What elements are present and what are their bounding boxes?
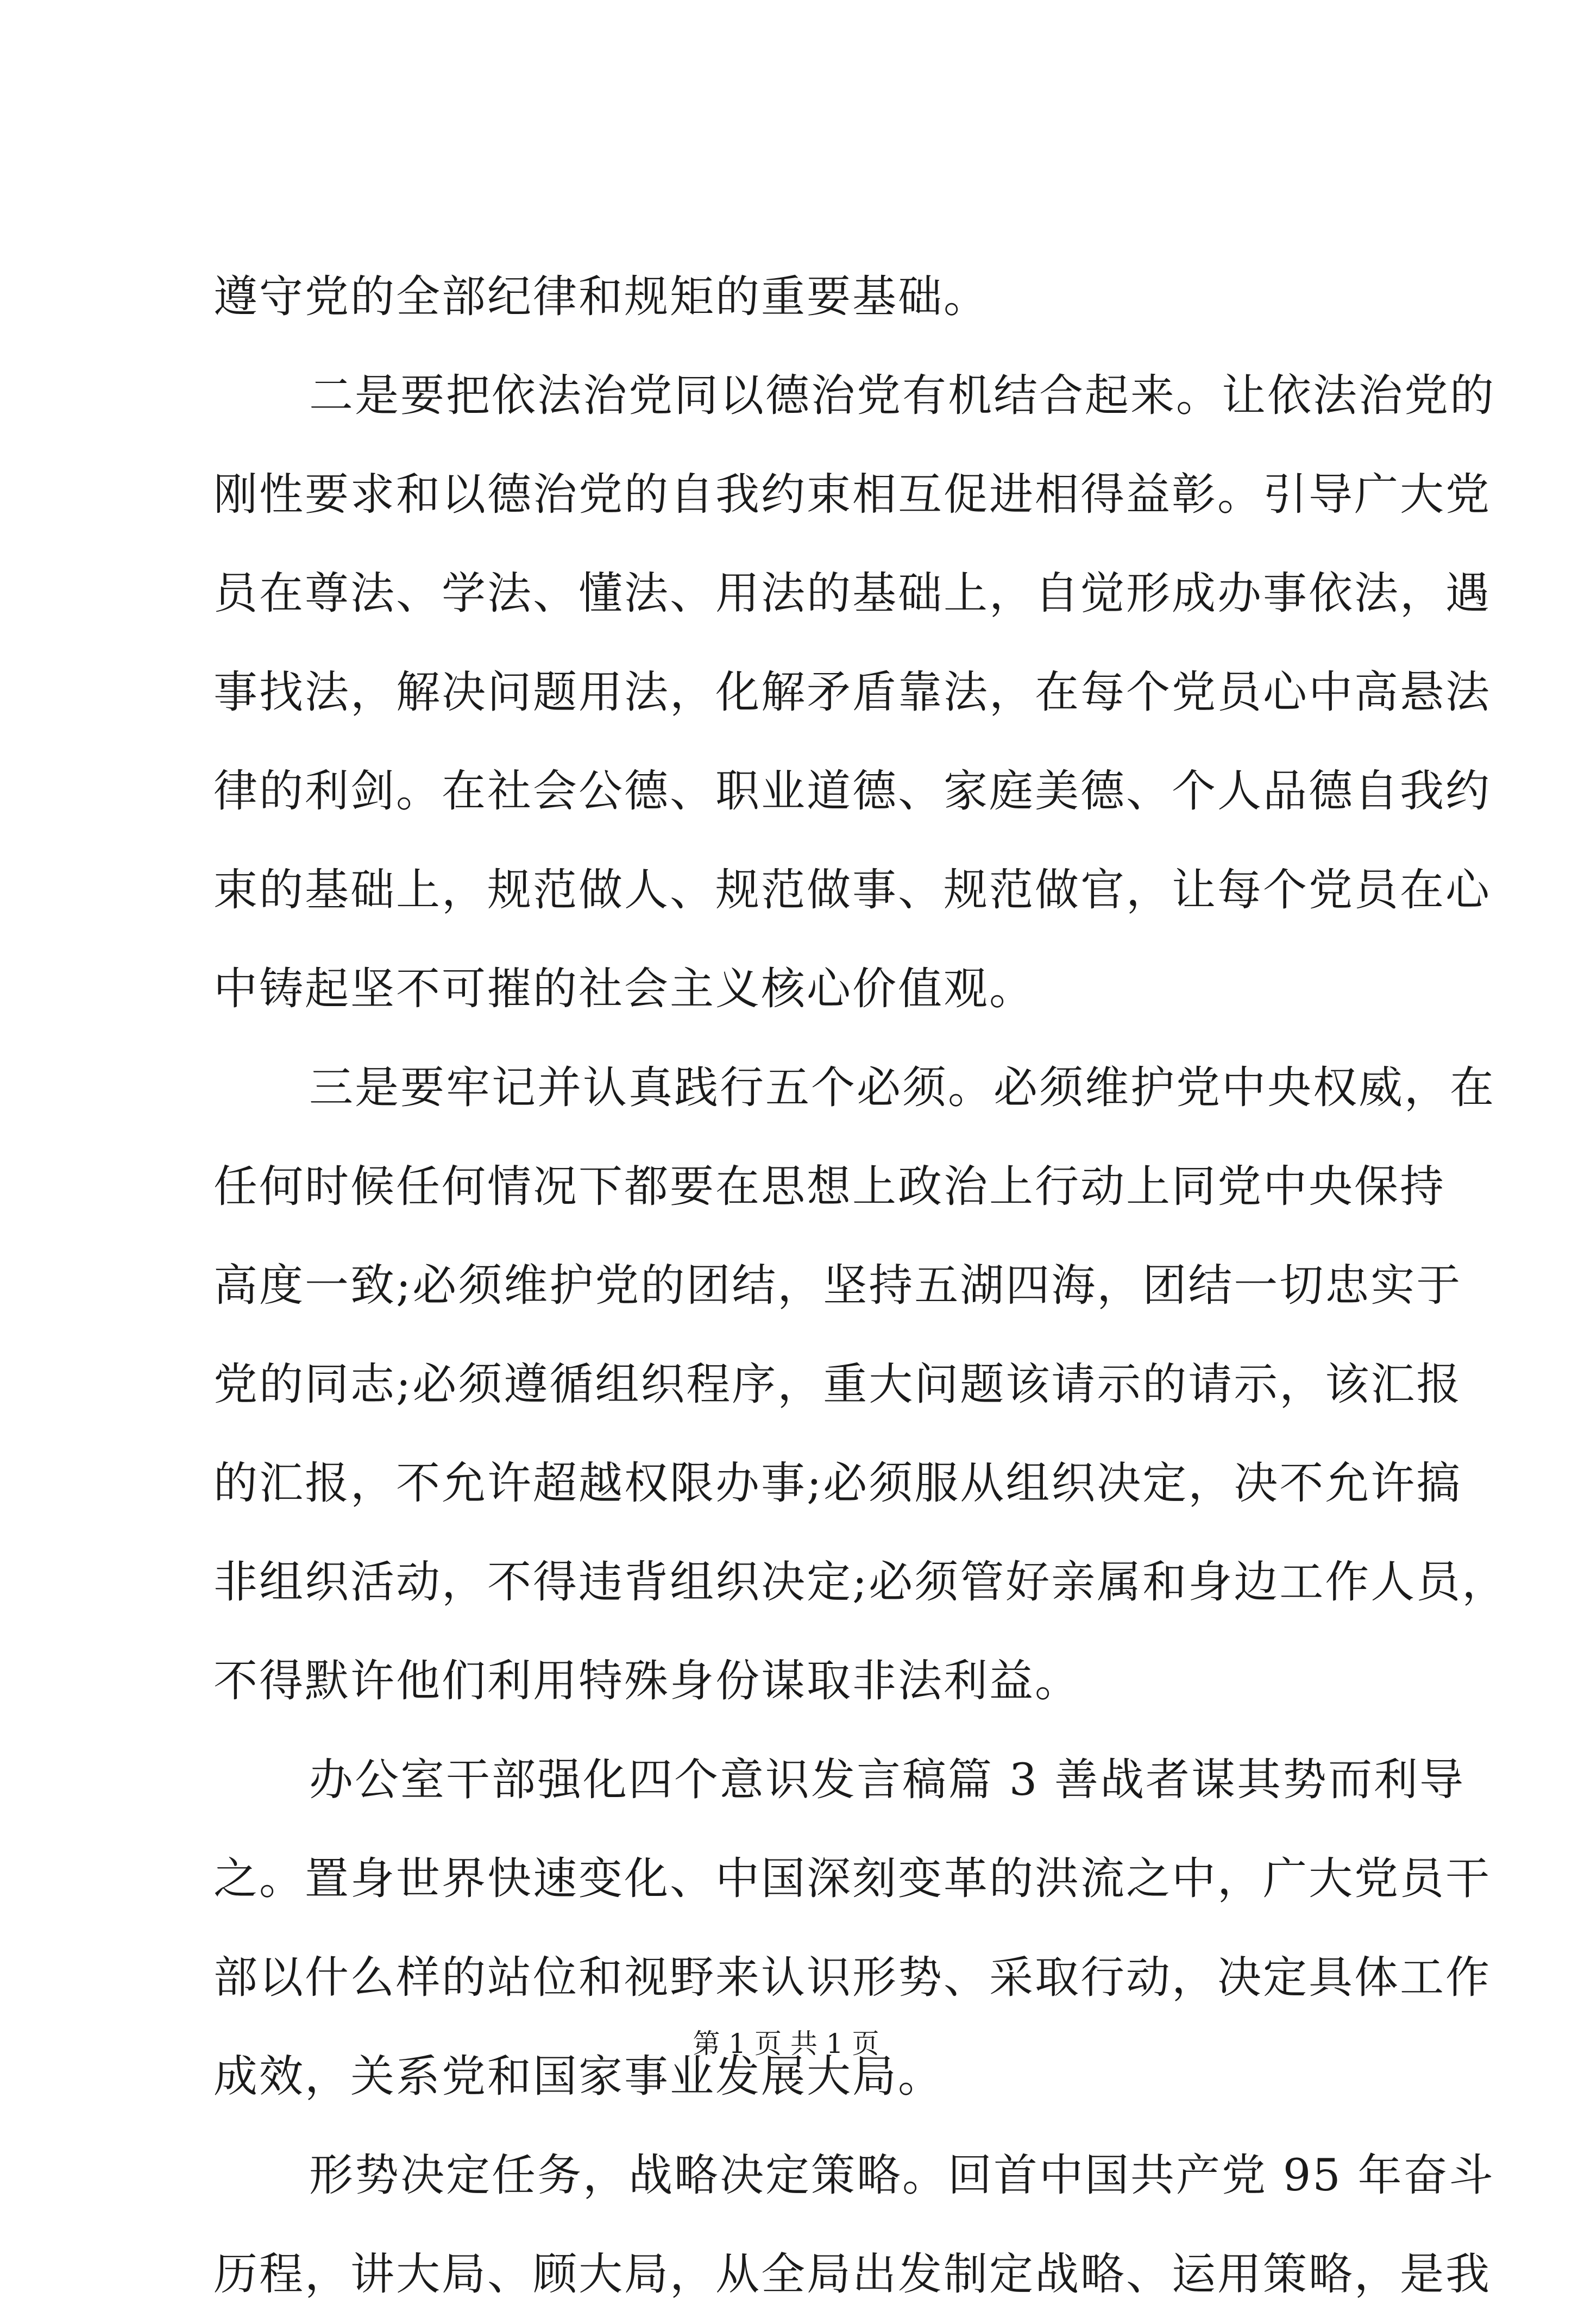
text-line: 中铸起坚不可摧的社会主义核心价值观。 [213, 964, 1035, 1015]
text-line: 之。置身世界快速变化、中国深刻变革的洪流之中，广大党员干 [213, 1854, 1492, 1905]
text-line: 的汇报，不允许超越权限办事;必须服从组织决定，决不允许搞 [213, 1458, 1462, 1509]
text-line: 束的基础上，规范做人、规范做事、规范做官，让每个党员在心 [213, 865, 1492, 916]
text-line: 高度一致;必须维护党的团结，坚持五湖四海，团结一切忠实于 [213, 1260, 1462, 1311]
text-line: 三是要牢记并认真践行五个必须。必须维护党中央权威，在 [309, 1063, 1496, 1114]
text-line: 成效，关系党和国家事业发展大局。 [213, 2051, 944, 2102]
page-footer [0, 2022, 1572, 2065]
text-line: 刚性要求和以德治党的自我约束相互促进相得益彰。引导广大党 [213, 469, 1492, 520]
text-line: 党的同志;必须遵循组织程序，重大问题该请示的请示，该汇报 [213, 1359, 1462, 1410]
text-line: 任何时候任何情况下都要在思想上政治上行动上同党中央保持 [213, 1161, 1446, 1213]
text-line: 部以什么样的站位和视野来认识形势、采取行动，决定具体工作 [213, 1952, 1492, 2003]
text-line: 二是要把依法治党同以德治党有机结合起来。让依法治党的 [309, 370, 1496, 422]
page-number-label: 第 1 页 共 1 页 [693, 2028, 879, 2059]
text-line: 遵守党的全部纪律和规矩的重要基础。 [213, 272, 990, 323]
text-line: 办公室干部强化四个意识发言稿篇 3 善战者谋其势而利导 [309, 1755, 1466, 1806]
text-line: 律的利剑。在社会公德、职业道德、家庭美德、个人品德自我约 [213, 766, 1492, 817]
text-line: 不得默许他们利用特殊身份谋取非法利益。 [213, 1656, 1081, 1707]
text-line: 形势决定任务，战略决定策略。回首中国共产党 95 年奋斗 [309, 2150, 1495, 2201]
text-line: 事找法，解决问题用法，化解矛盾靠法，在每个党员心中高悬法 [213, 667, 1492, 718]
document-body [213, 248, 1508, 2324]
text-line: 员在尊法、学法、懂法、用法的基础上，自觉形成办事依法，遇 [213, 568, 1492, 619]
text-line: 非组织活动，不得违背组织决定;必须管好亲属和身边工作人员， [213, 1557, 1508, 1608]
text-line: 历程，讲大局、顾大局，从全局出发制定战略、运用策略，是我 [213, 2249, 1492, 2300]
